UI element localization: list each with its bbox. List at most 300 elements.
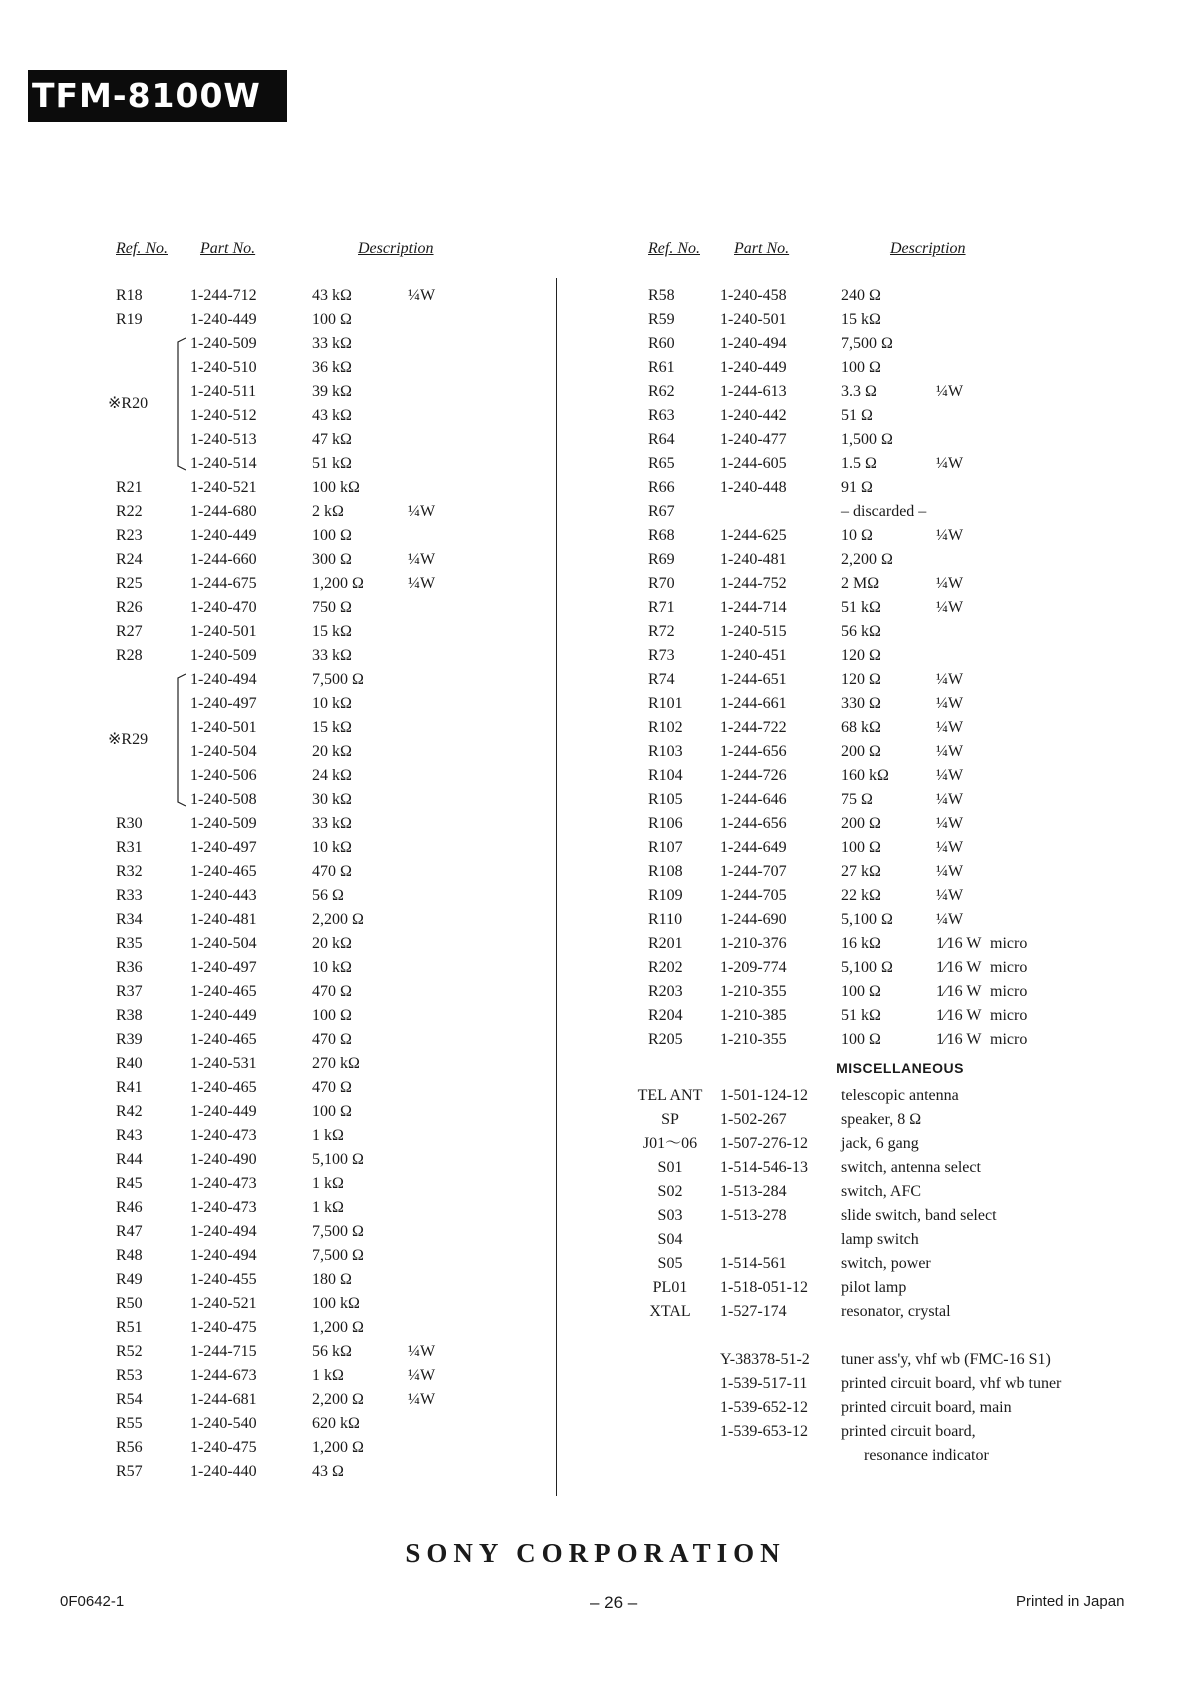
value: 20 kΩ [312, 935, 352, 952]
value: 100 kΩ [312, 1295, 360, 1312]
part-no: 1-244-715 [190, 1343, 257, 1360]
column-divider [556, 278, 557, 1496]
table-row [108, 380, 548, 404]
table-row [108, 1436, 548, 1460]
part-no: 1-244-646 [720, 791, 787, 808]
ref-no: R109 [648, 887, 683, 904]
part-no: 1-240-514 [190, 455, 257, 472]
table-row [108, 1316, 548, 1340]
wattage: 1⁄16 W [936, 1031, 982, 1048]
column-headers [108, 240, 548, 266]
part-no: 1-240-515 [720, 623, 787, 640]
value: 43 kΩ [312, 407, 352, 424]
table-row [108, 1412, 548, 1436]
part-no: 1-539-653-12 [720, 1423, 808, 1440]
description: switch, antenna select [841, 1159, 981, 1176]
wattage: ¼W [408, 287, 436, 304]
part-no: 1-244-660 [190, 551, 257, 568]
part-no: 1-240-509 [190, 815, 257, 832]
table-row [108, 284, 548, 308]
part-no: 1-210-355 [720, 983, 787, 1000]
ref-no: R67 [648, 503, 675, 520]
part-no: 1-240-465 [190, 863, 257, 880]
table-row [108, 644, 548, 668]
ref-no: R49 [116, 1271, 143, 1288]
ref-no: SP [661, 1111, 679, 1128]
table-row [108, 812, 548, 836]
value: 22 kΩ [841, 887, 881, 904]
ref-no: R70 [648, 575, 675, 592]
ref-no: R53 [116, 1367, 143, 1384]
part-no: 1-244-656 [720, 743, 787, 760]
part-no: 1-240-473 [190, 1175, 257, 1192]
wattage: ¼W [936, 767, 964, 784]
part-no: 1-240-494 [190, 1247, 257, 1264]
table-row [630, 716, 1110, 740]
table-row [108, 500, 548, 524]
value: 2 MΩ [841, 575, 880, 592]
header-description: Description [358, 240, 434, 257]
part-no: 1-513-284 [720, 1183, 787, 1200]
part-no: 1-240-504 [190, 935, 257, 952]
value: 39 kΩ [312, 383, 352, 400]
table-row [630, 860, 1110, 884]
table-row [630, 1084, 1110, 1108]
ref-no: R56 [116, 1439, 143, 1456]
ref-no: R65 [648, 455, 675, 472]
value: 24 kΩ [312, 767, 352, 784]
value: 1 kΩ [312, 1367, 344, 1384]
value: 1.5 Ω [841, 455, 877, 472]
corporation-name: SONY CORPORATION [405, 1538, 786, 1568]
table-row [630, 500, 1110, 524]
ref-no: R107 [648, 839, 683, 856]
table-row [108, 860, 548, 884]
description: printed circuit board, main [841, 1399, 1012, 1416]
value: 270 kΩ [312, 1055, 360, 1072]
ref-no: R24 [116, 551, 143, 568]
table-row [630, 1252, 1110, 1276]
ref-no: R63 [648, 407, 675, 424]
ref-no: R108 [648, 863, 683, 880]
table-row [630, 1420, 1110, 1444]
value: 51 Ω [841, 407, 873, 424]
part-no: 1-240-509 [190, 647, 257, 664]
table-row [630, 548, 1110, 572]
table-row [108, 1196, 548, 1220]
part-no: 1-240-540 [190, 1415, 257, 1432]
group-ref-no: ※R20 [108, 395, 149, 412]
table-row [108, 620, 548, 644]
value: 1,200 Ω [312, 1439, 364, 1456]
part-no: 1-240-465 [190, 1031, 257, 1048]
ref-no: R105 [648, 791, 683, 808]
value: 120 Ω [841, 671, 881, 688]
value: 7,500 Ω [312, 1223, 364, 1240]
wattage: ¼W [936, 743, 964, 760]
wattage: ¼W [936, 695, 964, 712]
table-row [108, 404, 548, 428]
wattage: ¼W [408, 551, 436, 568]
table-row [630, 956, 1110, 980]
part-no: 1-513-278 [720, 1207, 787, 1224]
value: 30 kΩ [312, 791, 352, 808]
value: 56 Ω [312, 887, 344, 904]
value: 68 kΩ [841, 719, 881, 736]
description: telescopic antenna [841, 1087, 959, 1104]
value: 2,200 Ω [312, 911, 364, 928]
wattage: ¼W [936, 671, 964, 688]
part-no: 1-240-475 [190, 1319, 257, 1336]
wattage: ¼W [936, 815, 964, 832]
value: 2,200 Ω [841, 551, 893, 568]
part-no: 1-240-497 [190, 839, 257, 856]
table-row [630, 620, 1110, 644]
ref-no: R62 [648, 383, 675, 400]
value: 7,500 Ω [312, 1247, 364, 1264]
description: switch, power [841, 1255, 931, 1272]
value: 51 kΩ [841, 599, 881, 616]
table-row [630, 476, 1110, 500]
part-no: 1-244-726 [720, 767, 787, 784]
ref-no: R104 [648, 767, 683, 784]
table-row [630, 1028, 1110, 1052]
table-row [108, 1124, 548, 1148]
part-no: 1-240-449 [720, 359, 787, 376]
ref-no: R54 [116, 1391, 143, 1408]
value: 100 Ω [841, 359, 881, 376]
part-no: 1-240-440 [190, 1463, 257, 1480]
description: lamp switch [841, 1231, 919, 1248]
table-row [630, 380, 1110, 404]
ref-no: S04 [657, 1231, 683, 1248]
ref-no: R102 [648, 719, 683, 736]
ref-no: R31 [116, 839, 143, 856]
table-row [108, 1004, 548, 1028]
ref-no: R101 [648, 695, 683, 712]
wattage: ¼W [408, 1343, 436, 1360]
value: 91 Ω [841, 479, 873, 496]
table-row [630, 428, 1110, 452]
value: 33 kΩ [312, 647, 352, 664]
ref-no: R202 [648, 959, 683, 976]
note: micro [990, 1007, 1028, 1024]
table-row [108, 548, 548, 572]
ref-no: R106 [648, 815, 683, 832]
value: 160 kΩ [841, 767, 889, 784]
part-no: 1-210-376 [720, 935, 787, 952]
part-no: 1-240-509 [190, 335, 257, 352]
wattage: 1⁄16 W [936, 935, 982, 952]
page-number: – 26 – [590, 1593, 638, 1612]
table-row [630, 308, 1110, 332]
table-row [630, 452, 1110, 476]
value: 300 Ω [312, 551, 352, 568]
part-no: 1-240-511 [190, 383, 257, 400]
part-no: 1-514-546-13 [720, 1159, 808, 1176]
ref-no: R21 [116, 479, 143, 496]
table-row [630, 404, 1110, 428]
value: 33 kΩ [312, 815, 352, 832]
value: 470 Ω [312, 1031, 352, 1048]
part-no: 1-501-124-12 [720, 1087, 808, 1104]
description: slide switch, band select [841, 1207, 997, 1224]
table-row [108, 1460, 548, 1484]
value: 100 Ω [841, 839, 881, 856]
ref-no: R73 [648, 647, 675, 664]
table-row [108, 1292, 548, 1316]
ref-no: S03 [657, 1207, 683, 1224]
value: 15 kΩ [312, 719, 352, 736]
value: 56 kΩ [312, 1343, 352, 1360]
part-no: 1-244-712 [190, 287, 257, 304]
ref-no: R39 [116, 1031, 143, 1048]
table-row [108, 1172, 548, 1196]
table-row [108, 308, 548, 332]
variant-group [108, 668, 548, 812]
table-row [630, 1108, 1110, 1132]
table-row [108, 1052, 548, 1076]
wattage: ¼W [936, 911, 964, 928]
part-no: 1-209-774 [720, 959, 787, 976]
wattage: ¼W [936, 527, 964, 544]
part-no: 1-240-477 [720, 431, 787, 448]
value: 10 kΩ [312, 839, 352, 856]
header-ref-no: Ref. No. [116, 240, 168, 257]
column-headers [630, 240, 1110, 266]
table-row [630, 980, 1110, 1004]
table-row [630, 284, 1110, 308]
ref-no: R33 [116, 887, 143, 904]
table-row [630, 1132, 1110, 1156]
value: 51 kΩ [312, 455, 352, 472]
value: 100 Ω [841, 983, 881, 1000]
value: 100 Ω [312, 527, 352, 544]
ref-no: R30 [116, 815, 143, 832]
note: micro [990, 983, 1028, 1000]
ref-no: R64 [648, 431, 675, 448]
part-no: 1-240-475 [190, 1439, 257, 1456]
variant-group [108, 332, 548, 476]
wattage: 1⁄16 W [936, 983, 982, 1000]
value: 470 Ω [312, 1079, 352, 1096]
part-no: 1-244-605 [720, 455, 787, 472]
part-no: 1-240-451 [720, 647, 787, 664]
description: switch, AFC [841, 1183, 922, 1200]
part-no: 1-210-385 [720, 1007, 787, 1024]
assembly-continuation [630, 1444, 1110, 1468]
part-no: 1-240-512 [190, 407, 257, 424]
model-title: TFM-8100W [28, 70, 287, 122]
value: 750 Ω [312, 599, 352, 616]
value: 5,100 Ω [841, 911, 893, 928]
table-row [108, 956, 548, 980]
ref-no: R66 [648, 479, 675, 496]
part-no: 1-240-449 [190, 311, 257, 328]
table-row [630, 1156, 1110, 1180]
part-no: 1-244-705 [720, 887, 787, 904]
table-row [108, 1340, 548, 1364]
ref-no: R43 [116, 1127, 143, 1144]
table-row [630, 1180, 1110, 1204]
table-row [108, 1244, 548, 1268]
right-parts-column [630, 240, 1110, 1468]
value: 120 Ω [841, 647, 881, 664]
part-no: 1-240-455 [190, 1271, 257, 1288]
wattage: ¼W [936, 839, 964, 856]
table-row [108, 452, 548, 476]
value: 180 Ω [312, 1271, 352, 1288]
value: 27 kΩ [841, 863, 881, 880]
table-row [108, 788, 548, 812]
table-row [630, 908, 1110, 932]
table-row [108, 932, 548, 956]
part-no: 1-244-752 [720, 575, 787, 592]
table-row [108, 332, 548, 356]
ref-no: J01～06 [642, 1135, 698, 1152]
value: 100 Ω [312, 311, 352, 328]
table-row [630, 596, 1110, 620]
table-row [630, 1228, 1110, 1252]
part-no: 1-240-481 [720, 551, 787, 568]
table-row [108, 1220, 548, 1244]
table-row [108, 1028, 548, 1052]
wattage: ¼W [936, 719, 964, 736]
table-row [108, 428, 548, 452]
part-no: 1-240-501 [190, 623, 257, 640]
part-no: 1-240-449 [190, 1007, 257, 1024]
part-no: 1-244-690 [720, 911, 787, 928]
part-no: 1-240-494 [190, 671, 257, 688]
wattage: ¼W [408, 1367, 436, 1384]
part-no: 1-244-673 [190, 1367, 257, 1384]
part-no: 1-518-051-12 [720, 1279, 808, 1296]
value: 43 Ω [312, 1463, 344, 1480]
wattage: ¼W [936, 383, 964, 400]
left-parts-column [108, 240, 548, 1484]
part-no: 1-240-458 [720, 287, 787, 304]
table-row [108, 572, 548, 596]
part-no: 1-240-449 [190, 1103, 257, 1120]
value: 100 kΩ [312, 479, 360, 496]
ref-no: R58 [648, 287, 675, 304]
value: 3.3 Ω [841, 383, 877, 400]
table-row [630, 740, 1110, 764]
table-row [630, 1348, 1110, 1372]
part-no: 1-539-652-12 [720, 1399, 808, 1416]
ref-no: R55 [116, 1415, 143, 1432]
ref-no: R51 [116, 1319, 143, 1336]
description: pilot lamp [841, 1279, 907, 1296]
part-no: 1-244-681 [190, 1391, 257, 1408]
part-no: 1-244-707 [720, 863, 787, 880]
ref-no: R27 [116, 623, 143, 640]
table-row [630, 1276, 1110, 1300]
ref-no: R201 [648, 935, 683, 952]
part-no: 1-240-531 [190, 1055, 257, 1072]
table-row [630, 644, 1110, 668]
ref-no: R74 [648, 671, 675, 688]
wattage: 1⁄16 W [936, 959, 982, 976]
document-code: 0F0642-1 [60, 1593, 125, 1610]
ref-no: TEL ANT [637, 1087, 703, 1104]
description: speaker, 8 Ω [841, 1111, 922, 1128]
ref-no: R35 [116, 935, 143, 952]
ref-no: R203 [648, 983, 683, 1000]
value: 15 kΩ [841, 311, 881, 328]
table-row [630, 332, 1110, 356]
part-no: 1-244-613 [720, 383, 787, 400]
part-no: 1-244-661 [720, 695, 787, 712]
value: 36 kΩ [312, 359, 352, 376]
ref-no: R57 [116, 1463, 143, 1480]
part-no: 1-244-675 [190, 575, 257, 592]
part-no: 1-244-722 [720, 719, 787, 736]
value: 1,200 Ω [312, 1319, 364, 1336]
description: printed circuit board, [841, 1423, 976, 1440]
part-no: 1-240-448 [720, 479, 787, 496]
part-no: 1-240-465 [190, 983, 257, 1000]
value: 43 kΩ [312, 287, 352, 304]
ref-no: R205 [648, 1031, 683, 1048]
table-row [108, 740, 548, 764]
table-row [108, 476, 548, 500]
value: 1,200 Ω [312, 575, 364, 592]
ref-no: XTAL [649, 1303, 691, 1320]
ref-no: R28 [116, 647, 143, 664]
part-no: 1-240-481 [190, 911, 257, 928]
table-row [108, 524, 548, 548]
table-row [630, 812, 1110, 836]
part-no: 1-240-497 [190, 959, 257, 976]
part-no: 1-240-442 [720, 407, 787, 424]
ref-no: R52 [116, 1343, 143, 1360]
part-no: 1-240-494 [720, 335, 787, 352]
part-no: 1-240-521 [190, 479, 257, 496]
part-no: 1-240-449 [190, 527, 257, 544]
table-row [630, 884, 1110, 908]
right-parts-list [630, 284, 1110, 1052]
ref-no: R26 [116, 599, 143, 616]
table-row [630, 836, 1110, 860]
part-no: 1-240-501 [720, 311, 787, 328]
table-row [108, 1148, 548, 1172]
note: micro [990, 959, 1028, 976]
ref-no: R32 [116, 863, 143, 880]
table-row [630, 524, 1110, 548]
part-no: 1-507-276-12 [720, 1135, 808, 1152]
value: 51 kΩ [841, 1007, 881, 1024]
part-no: 1-240-501 [190, 719, 257, 736]
part-no: 1-527-174 [720, 1303, 787, 1320]
wattage: ¼W [936, 863, 964, 880]
value: 5,100 Ω [841, 959, 893, 976]
part-no: 1-502-267 [720, 1111, 787, 1128]
miscellaneous-heading: MISCELLANEOUS [836, 1060, 964, 1076]
part-no: 1-244-680 [190, 503, 257, 520]
header-part-no: Part No. [200, 240, 256, 257]
wattage: ¼W [936, 887, 964, 904]
wattage: 1⁄16 W [936, 1007, 982, 1024]
value: 33 kΩ [312, 335, 352, 352]
ref-no: R50 [116, 1295, 143, 1312]
value: 470 Ω [312, 863, 352, 880]
header-part-no: Part No. [734, 240, 790, 257]
ref-no: R72 [648, 623, 675, 640]
value: 5,100 Ω [312, 1151, 364, 1168]
value: 240 Ω [841, 287, 881, 304]
part-no: 1-514-561 [720, 1255, 787, 1272]
